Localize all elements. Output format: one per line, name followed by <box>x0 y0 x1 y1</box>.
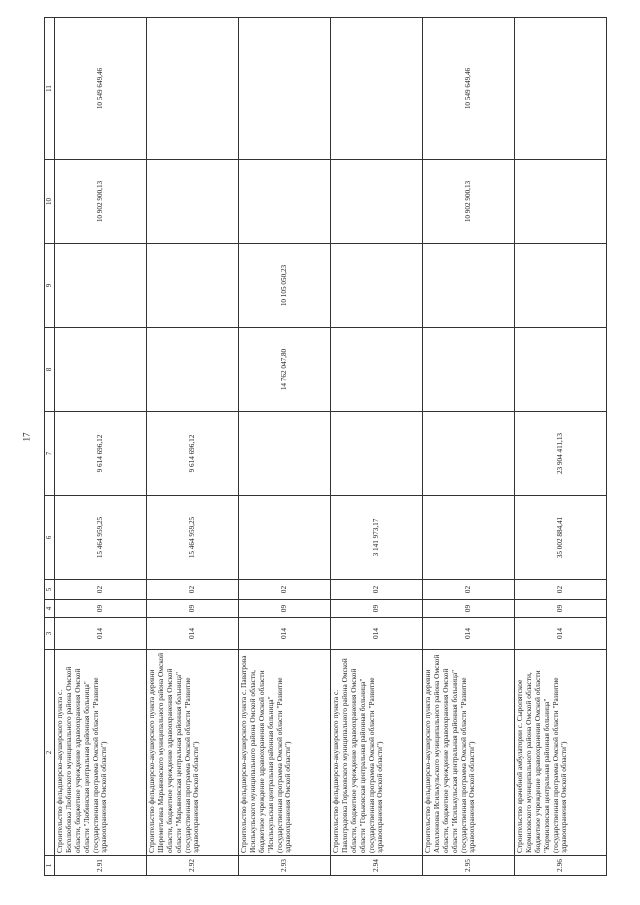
cell-c11: 10 549 649,46 <box>55 18 147 160</box>
cell-c8 <box>423 328 515 412</box>
cell-c8: 14 762 047,80 <box>239 328 331 412</box>
cell-c7: 9 614 696,12 <box>147 412 239 496</box>
cell-c8 <box>515 328 607 412</box>
table-row <box>515 18 607 876</box>
column-number: 5 <box>45 580 55 600</box>
cell-c11 <box>331 18 423 160</box>
cell-c9 <box>55 244 147 328</box>
cell-c10 <box>515 160 607 244</box>
cell-c6: 3 141 973,17 <box>331 496 423 580</box>
cell-c6: 15 464 959,25 <box>55 496 147 580</box>
budget-table <box>44 17 607 876</box>
cell-c4: 09 <box>147 600 239 618</box>
cell-c8 <box>147 328 239 412</box>
cell-c7 <box>239 412 331 496</box>
column-number: 11 <box>45 18 55 160</box>
column-number: 8 <box>45 328 55 412</box>
cell-c3: 014 <box>331 618 423 650</box>
cell-c4: 09 <box>55 600 147 618</box>
cell-c4: 09 <box>331 600 423 618</box>
column-number: 10 <box>45 160 55 244</box>
object-description: Строительство фельдшерско-акушерского пункта деревни Шереметьевка Марьяновского муниципального района Омской области, бюджетное учреждение здравоохранения Омской области "Марьяновская центральная районная больница" (государственная программа Омской области "Развитие здравоохранения Омской области") <box>147 650 239 856</box>
column-number: 2 <box>45 650 55 856</box>
object-description: Строительство фельдшерско-акушерского пункта с. Боголюбовка Любинского муниципального района Омской области, бюджетное учреждение здравоохранения Омской области "Любинская центральная районная больница" (государственная программа Омской области "Развитие здравоохранения Омской области") <box>55 650 147 856</box>
object-description: Строительство фельдшерско-акушерского пункта деревни Аполлоновка Исилькульского муниципального района Омской области, бюджетное учреждение здравоохранения Омской области "Исилькульская центральная районная больница" (государственная программа Омской области "Развитие здравоохранения Омской области") <box>423 650 515 856</box>
cell-c6: 15 464 959,25 <box>147 496 239 580</box>
cell-c4: 09 <box>239 600 331 618</box>
table-body <box>45 18 607 876</box>
table-row <box>239 18 331 876</box>
row-number: 2.95 <box>423 856 515 876</box>
cell-c3: 014 <box>239 618 331 650</box>
cell-c6 <box>423 496 515 580</box>
cell-c3: 014 <box>423 618 515 650</box>
cell-c4: 09 <box>423 600 515 618</box>
column-number: 4 <box>45 600 55 618</box>
cell-c10 <box>239 160 331 244</box>
cell-c11: 10 549 649,46 <box>423 18 515 160</box>
cell-c7 <box>331 412 423 496</box>
row-number: 2.94 <box>331 856 423 876</box>
column-number: 7 <box>45 412 55 496</box>
cell-c8 <box>55 328 147 412</box>
cell-c9 <box>515 244 607 328</box>
cell-c11 <box>515 18 607 160</box>
row-number: 2.92 <box>147 856 239 876</box>
cell-c9 <box>423 244 515 328</box>
cell-c9 <box>147 244 239 328</box>
column-number-row <box>45 18 55 876</box>
cell-c9 <box>331 244 423 328</box>
cell-c5: 02 <box>331 580 423 600</box>
cell-c7: 9 614 696,12 <box>55 412 147 496</box>
row-number: 2.93 <box>239 856 331 876</box>
row-number: 2.96 <box>515 856 607 876</box>
cell-c11 <box>239 18 331 160</box>
column-number: 9 <box>45 244 55 328</box>
table-row <box>147 18 239 876</box>
row-number: 2.91 <box>55 856 147 876</box>
cell-c7 <box>423 412 515 496</box>
cell-c3: 014 <box>515 618 607 650</box>
cell-c5: 02 <box>55 580 147 600</box>
cell-c5: 02 <box>147 580 239 600</box>
cell-c10 <box>331 160 423 244</box>
object-description: Строительство фельдшерско-акушерского пункта с. Павлоградовка Горьковского муниципального района Омской области, бюджетное учреждение здравоохранения Омской области "Горьковская центральная районная больница" (государственная программа Омской области "Развитие здравоохранения Омской области") <box>331 650 423 856</box>
table-row <box>55 18 147 876</box>
object-description: Строительство фельдшерско-акушерского пункта с. Паватрова Исилькульского муниципального района Омской области, бюджетное учреждение здравоохранения Омской области "Исилькульская центральная районная больница" (государственная программа Омской области "Развитие здравоохранения Омской области") <box>239 650 331 856</box>
cell-c6: 35 002 884,41 <box>515 496 607 580</box>
cell-c7: 23 904 411,13 <box>515 412 607 496</box>
cell-c9: 10 105 050,23 <box>239 244 331 328</box>
rotated-table-container <box>44 18 620 876</box>
column-number: 6 <box>45 496 55 580</box>
cell-c10 <box>147 160 239 244</box>
cell-c8 <box>331 328 423 412</box>
cell-c5: 02 <box>515 580 607 600</box>
cell-c11 <box>147 18 239 160</box>
table-row <box>331 18 423 876</box>
cell-c5: 02 <box>239 580 331 600</box>
cell-c6 <box>239 496 331 580</box>
cell-c3: 014 <box>147 618 239 650</box>
page-number: 17 <box>21 432 32 442</box>
cell-c3: 014 <box>55 618 147 650</box>
column-number: 3 <box>45 618 55 650</box>
cell-c10: 10 902 900,13 <box>423 160 515 244</box>
cell-c5: 02 <box>423 580 515 600</box>
table-row <box>423 18 515 876</box>
cell-c10: 10 902 900,13 <box>55 160 147 244</box>
object-description: Строительство врачебной амбулатории с. Сыропятское Кормиловского муниципального района Омской области, бюджетное учреждение здравоохранения Омской области "Кормиловская центральная районная больница" (государственная программа Омской области "Развитие здравоохранения Омской области") <box>515 650 607 856</box>
cell-c4: 09 <box>515 600 607 618</box>
column-number: 1 <box>45 856 55 876</box>
